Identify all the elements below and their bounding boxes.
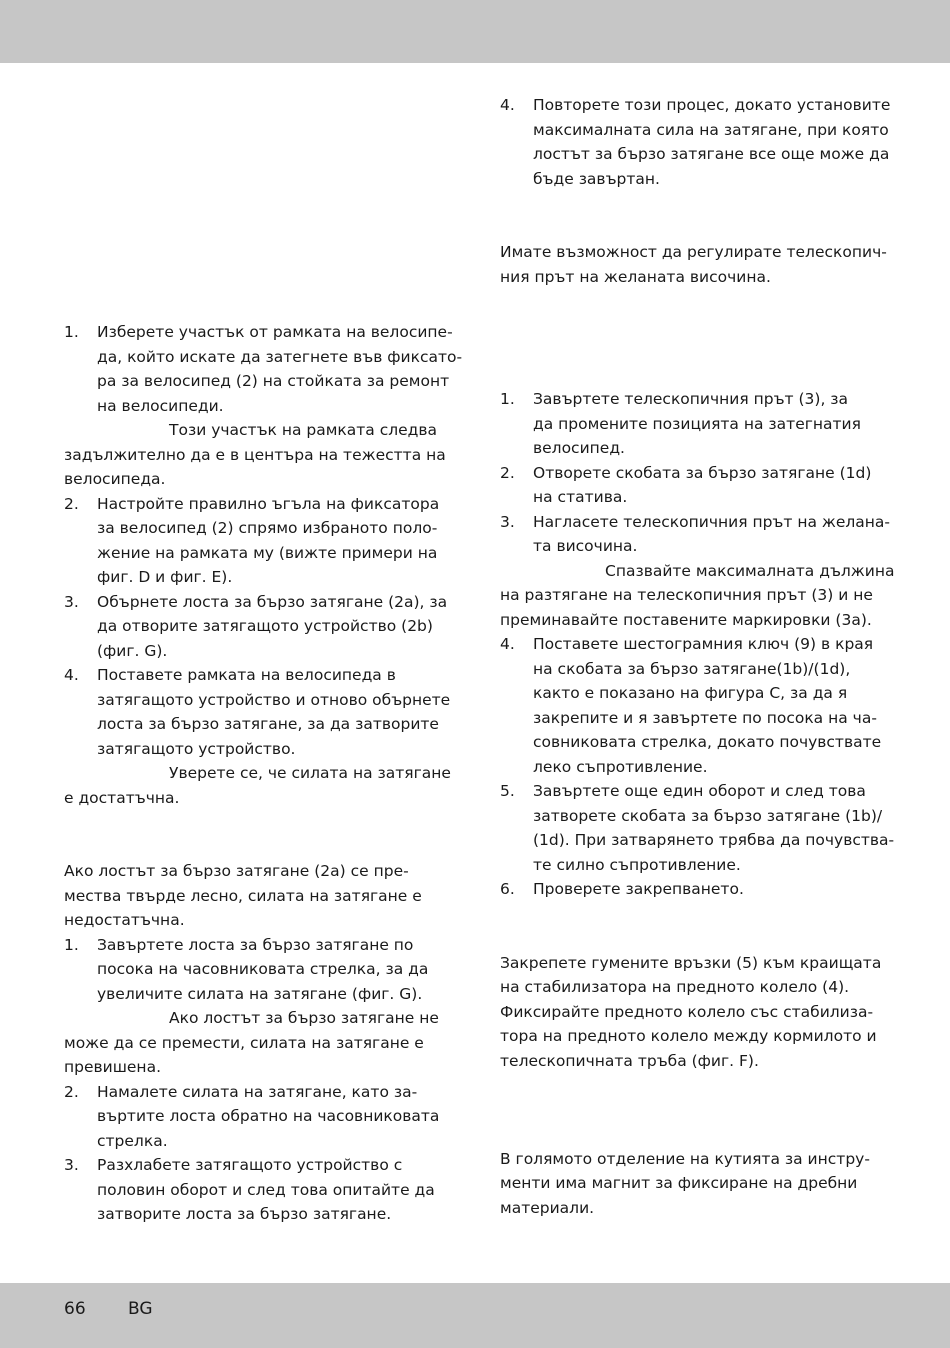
language-code: BG (128, 1299, 153, 1319)
list-number: 3. (500, 512, 515, 531)
line-text: на велосипеди. (97, 396, 224, 415)
paragraph-line (500, 608, 900, 633)
list-number: 1. (500, 390, 515, 408)
line-text: Разхлабете затягащото устройство с (97, 1156, 403, 1174)
note-line (64, 761, 464, 786)
line-text: Закрепете гумените връзки (5) към краищата (500, 953, 882, 972)
list-item-line (64, 933, 464, 958)
line-text: ния прът на желаната височина. (500, 267, 771, 286)
line-text: Поставете шестограмния ключ (9) в края (533, 635, 874, 653)
line-text: да, който искате да затегнете във фиксато- (97, 347, 463, 366)
list-item-line (64, 492, 464, 517)
list-number: 4. (500, 635, 515, 653)
line-text: телескопичната тръба (фиг. F). (500, 1051, 759, 1070)
line-text: Имате възможност да регулирате телескопич- (500, 243, 887, 261)
list-continuation-line (64, 614, 464, 639)
line-text: може да се премести, силата на затягане е (64, 1033, 424, 1052)
list-continuation-line (500, 167, 900, 192)
list-item-line (500, 387, 900, 412)
line-text: материали. (500, 1198, 595, 1217)
list-item-line (500, 877, 900, 902)
line-text: на скобата за бързо затягане(1b)/(1d), (533, 659, 851, 678)
line-text: въртите лоста обратно на часовниковата (97, 1107, 440, 1125)
line-text: максималната сила на затягане, при която (533, 120, 889, 139)
paragraph-line (500, 1196, 900, 1221)
paragraph-line (64, 786, 464, 811)
list-continuation-line (500, 657, 900, 682)
line-text: да промените позицията на затегнатия (533, 414, 861, 433)
list-continuation-line (64, 345, 464, 370)
list-continuation-line (64, 1178, 464, 1203)
list-number: 6. (500, 880, 515, 898)
line-text: (1d). При затварянето трябва да почувства- (533, 831, 895, 849)
paragraph-line (500, 975, 900, 1000)
line-text: лостът за бързо затягане все още може да (533, 145, 890, 163)
line-text: Завъртете лоста за бързо затягане по (97, 935, 414, 954)
blank-line (500, 216, 900, 241)
line-text: Уверете се, че силата на затягане (169, 764, 451, 782)
list-continuation-line (64, 982, 464, 1007)
list-number: 5. (500, 782, 515, 800)
list-item-line (500, 632, 900, 657)
list-continuation-line (500, 485, 900, 510)
line-text: Отворете скобата за бързо затягане (1d) (533, 463, 872, 482)
paragraph-line (64, 467, 464, 492)
list-continuation-line (64, 639, 464, 664)
line-text: посока на часовниковата стрелка, за да (97, 960, 429, 978)
paragraph-line (500, 265, 900, 290)
line-text: фиг. D и фиг. E). (97, 568, 233, 586)
line-text: стрелка. (97, 1131, 168, 1150)
list-item-line (64, 590, 464, 615)
list-continuation-line (500, 412, 900, 437)
blank-line (500, 926, 900, 951)
list-continuation-line (500, 681, 900, 706)
line-text: недостатъчна. (64, 911, 185, 929)
blank-line (64, 835, 464, 860)
list-continuation-line (64, 1129, 464, 1154)
list-item-line (500, 93, 900, 118)
line-text: Повторете този процес, докато установите (533, 96, 891, 114)
list-continuation-line (64, 516, 464, 541)
blank-line (500, 1122, 900, 1147)
line-text: те силно съпротивление. (533, 855, 741, 874)
list-continuation-line (500, 534, 900, 559)
blank-line (500, 363, 900, 388)
list-continuation-line (500, 706, 900, 731)
list-continuation-line (500, 730, 900, 755)
page-number: 66 (64, 1299, 86, 1319)
line-text: закрепите и я завъртете по посока на ча- (533, 708, 877, 727)
line-text: жение на рамката му (вижте примери на (97, 543, 438, 562)
blank-line (500, 902, 900, 927)
paragraph-line (64, 1055, 464, 1080)
list-continuation-line (64, 565, 464, 590)
line-text: бъде завъртан. (533, 169, 660, 188)
line-text: велосипед. (533, 439, 625, 457)
line-text: Завъртете телескопичния прът (3), за (533, 390, 849, 408)
line-text: увеличите силата на затягане (фиг. G). (97, 984, 423, 1003)
line-text: Завъртете още един оборот и след това (533, 782, 866, 800)
list-continuation-line (64, 737, 464, 762)
list-continuation-line (64, 394, 464, 419)
list-item-line (64, 663, 464, 688)
line-text: Проверете закрепването. (533, 880, 744, 898)
list-number: 3. (64, 1156, 79, 1174)
line-text: Ако лостът за бързо затягане (2a) се пре- (64, 862, 409, 880)
list-number: 4. (500, 96, 515, 114)
blank-line (500, 289, 900, 314)
list-continuation-line (500, 828, 900, 853)
list-continuation-line (500, 853, 900, 878)
line-text: както е показано на фигура C, за да я (533, 684, 848, 702)
paragraph-line (64, 1031, 464, 1056)
line-text: на стабилизатора на предното колело (4). (500, 978, 850, 996)
line-text: да отворите затягащото устройство (2b) (97, 617, 433, 635)
note-line (64, 1006, 464, 1031)
list-continuation-line (500, 142, 900, 167)
line-text: на разтягане на телескопичния прът (3) и не (500, 586, 873, 604)
list-item-line (500, 779, 900, 804)
list-continuation-line (64, 1202, 464, 1227)
list-continuation-line (500, 118, 900, 143)
line-text: Този участък на рамката следва (169, 421, 438, 439)
paragraph-line (500, 1024, 900, 1049)
list-item-line (64, 320, 464, 345)
blank-line (500, 191, 900, 216)
line-text: леко съпротивление. (533, 757, 708, 776)
blank-line (64, 810, 464, 835)
line-text: ра за велосипед (2) на стойката за ремонт (97, 372, 450, 390)
line-text: В голямото отделение на кутията за инстру- (500, 1149, 870, 1168)
line-text: лоста за бързо затягане, за да затворите (97, 715, 439, 733)
line-text: мества твърде лесно, силата на затягане е (64, 886, 422, 905)
line-text: Намалете силата на затягане, като за- (97, 1082, 418, 1101)
line-text: затворете скобата за бързо затягане (1b)/ (533, 806, 883, 825)
list-continuation-line (500, 755, 900, 780)
line-text: за велосипед (2) спрямо избраното поло- (97, 519, 438, 537)
paragraph-line (500, 1171, 900, 1196)
list-number: 3. (64, 592, 79, 611)
line-text: (фиг. G). (97, 641, 168, 660)
line-text: половин оборот и след това опитайте да (97, 1180, 435, 1199)
line-text: велосипеда. (64, 470, 166, 488)
blank-line (500, 314, 900, 339)
list-number: 2. (500, 463, 515, 482)
line-text: затягащото устройство и отново обърнете (97, 690, 451, 709)
list-continuation-line (64, 541, 464, 566)
list-continuation-line (500, 436, 900, 461)
line-text: Спазвайте максималната дължина (605, 561, 895, 580)
paragraph-line (64, 859, 464, 884)
left-column (64, 320, 464, 1227)
list-number: 2. (64, 1082, 79, 1101)
line-text: Ако лостът за бързо затягане не (169, 1009, 439, 1027)
paragraph-line (64, 908, 464, 933)
paragraph-line (500, 1147, 900, 1172)
line-text: задължително да е в центъра на тежестта на (64, 445, 446, 464)
line-text: тора на предното колело между кормилото и (500, 1027, 877, 1045)
line-text: затягащото устройство. (97, 739, 296, 758)
note-line (64, 418, 464, 443)
list-continuation-line (64, 712, 464, 737)
line-text: е достатъчна. (64, 788, 180, 807)
list-item-line (500, 510, 900, 535)
line-text: Поставете рамката на велосипеда в (97, 666, 396, 684)
list-continuation-line (64, 688, 464, 713)
line-text: превишена. (64, 1058, 161, 1076)
paragraph-line (500, 240, 900, 265)
line-text: преминавайте поставените маркировки (3a). (500, 610, 872, 629)
paragraph-line (500, 951, 900, 976)
line-text: Настройте правилно ъгъла на фиксатора (97, 494, 440, 513)
list-item-line (500, 461, 900, 486)
line-text: на статива. (533, 488, 628, 506)
blank-line (500, 338, 900, 363)
paragraph-line (64, 443, 464, 468)
line-text: Изберете участък от рамката на велосипе- (97, 323, 453, 341)
paragraph-line (500, 1049, 900, 1074)
list-item-line (64, 1080, 464, 1105)
list-continuation-line (500, 804, 900, 829)
list-continuation-line (64, 1104, 464, 1129)
line-text: Фиксирайте предното колело със стабилиза- (500, 1002, 874, 1021)
line-text: совниковата стрелка, докато почувствате (533, 733, 882, 751)
right-column (500, 93, 900, 1220)
line-text: Нагласете телескопичния прът на желана- (533, 512, 891, 531)
line-text: затворите лоста за бързо затягане. (97, 1205, 392, 1223)
line-text: менти има магнит за фиксиране на дребни (500, 1174, 858, 1192)
list-number: 1. (64, 323, 79, 341)
paragraph-line (500, 583, 900, 608)
line-text: та височина. (533, 537, 638, 555)
list-continuation-line (64, 369, 464, 394)
paragraph-line (500, 1000, 900, 1025)
list-item-line (64, 1153, 464, 1178)
list-number: 1. (64, 935, 79, 954)
list-continuation-line (64, 957, 464, 982)
header-band (0, 0, 950, 63)
paragraph-line (64, 884, 464, 909)
note-line (500, 559, 900, 584)
blank-line (500, 1073, 900, 1098)
line-text: Обърнете лоста за бързо затягане (2a), за (97, 592, 448, 611)
blank-line (500, 1098, 900, 1123)
list-number: 2. (64, 494, 79, 513)
list-number: 4. (64, 666, 79, 684)
